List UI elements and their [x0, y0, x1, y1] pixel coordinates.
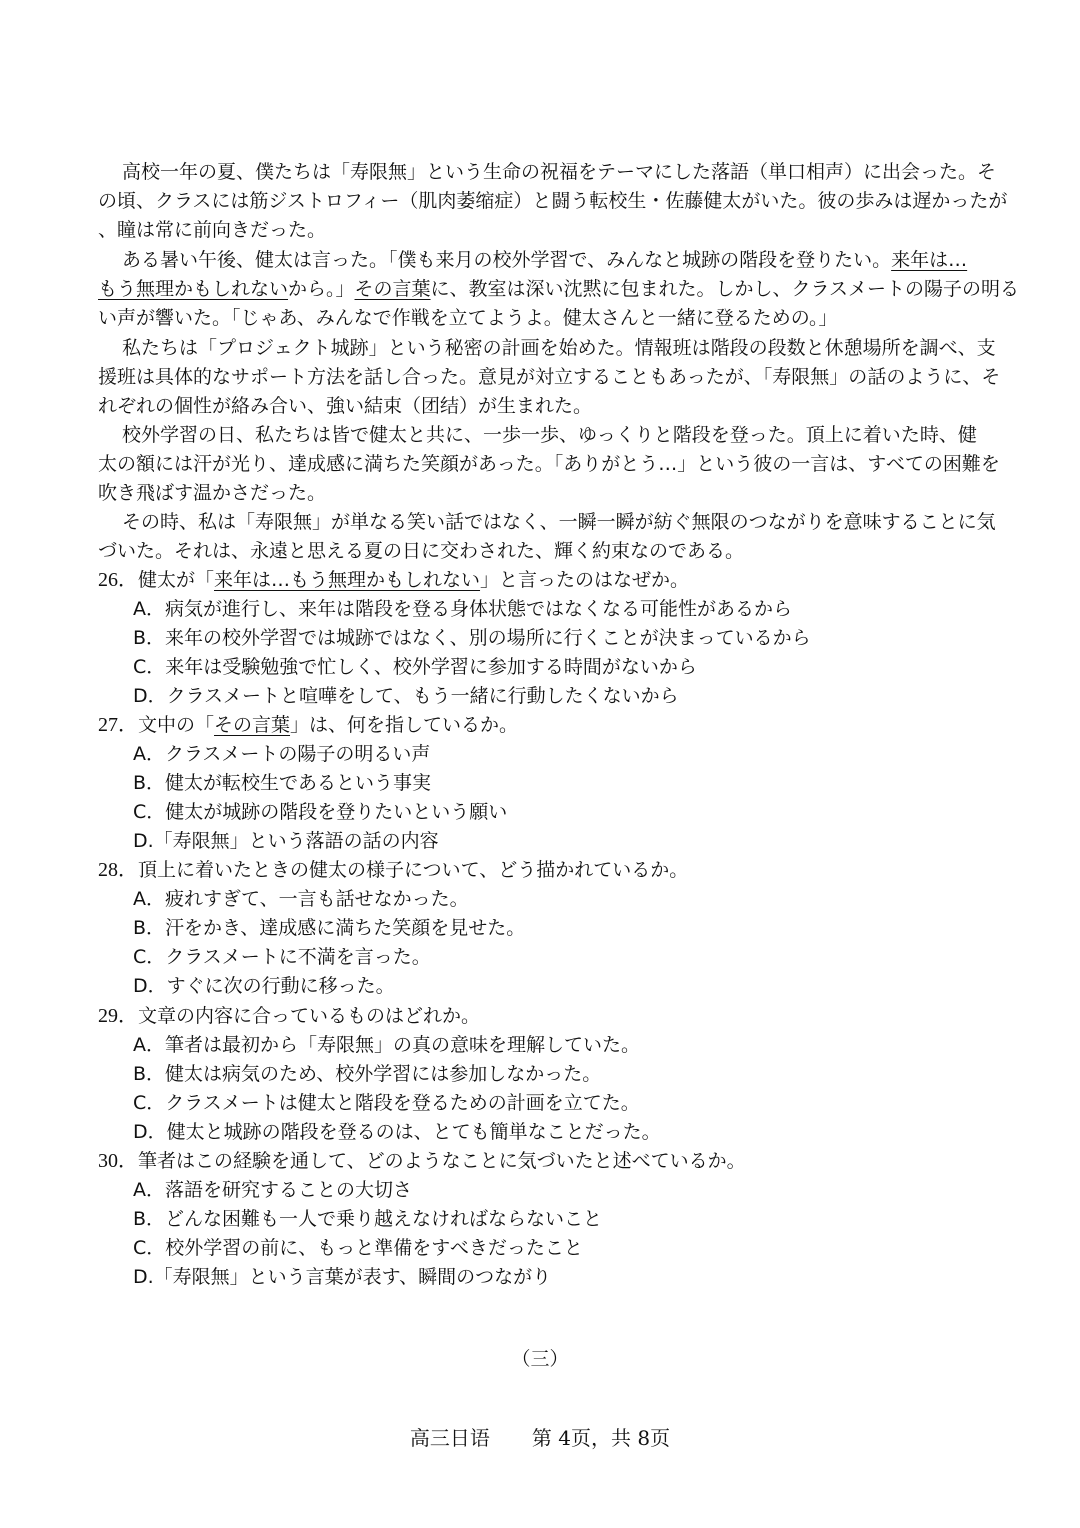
answer-option: D．健太と城跡の階段を登るのは、とても簡単なことだった。: [133, 1121, 661, 1143]
answer-option: C．校外学習の前に、もっと準備をすべきだったこと: [133, 1237, 583, 1259]
answer-option: D．クラスメートと喧嘩をして、もう一緒に行動したくないから: [133, 685, 679, 707]
question-text: 」は、何を指しているか。: [290, 714, 519, 736]
answer-option: B．健太が転校生であるという事実: [133, 772, 432, 794]
answer-option: B．来年の校外学習では城跡ではなく、別の場所に行くことが決まっているから: [133, 627, 811, 649]
question-text: 健太が「: [138, 569, 215, 591]
answer-option: D.「寿限無」という言葉が表す、瞬間のつながり: [133, 1266, 552, 1288]
question-text: 文章の内容に合っているものはどれか。: [138, 1005, 481, 1027]
underlined-phrase: 来年は…もう無理かもしれない: [214, 569, 481, 591]
question-stem: [98, 566, 689, 595]
passage-line: [98, 275, 1019, 304]
answer-option: A．クラスメートの陽子の明るい声: [133, 743, 431, 765]
passage-text: に、教室は深い沈黙に包まれた。しかし、クラスメートの陽子の明る: [430, 278, 1019, 300]
answer-option: A．疲れすぎて、一言も話せなかった。: [133, 888, 469, 910]
answer-option: D.「寿限無」という落語の話の内容: [133, 830, 439, 852]
answer-option: A．落語を研究することの大切さ: [133, 1179, 412, 1201]
passage-line: 吹き飛ばす温かさだった。: [98, 482, 327, 504]
passage-line: 太の額には汗が光り、達成感に満ちた笑顔があった。「ありがとう…」という彼の一言は、すべての困難を: [98, 453, 1000, 475]
underlined-phrase: もう無理かもしれない: [98, 278, 289, 300]
passage-line: 校外学習の日、私たちは皆で健太と共に、一歩一歩、ゆっくりと階段を登った。頂上に着いた時、健: [122, 424, 977, 446]
passage-line: 高校一年の夏、僕たちは「寿限無」という生命の祝福をテーマにした落語（単口相声）に出会った。そ: [122, 161, 997, 183]
question-text: 頂上に着いたときの健太の様子について、どう描かれているか。: [138, 859, 689, 881]
answer-option: B．どんな困難も一人で乗り越えなければならないこと: [133, 1208, 603, 1230]
answer-option: A．筆者は最初から「寿限無」の真の意味を理解していた。: [133, 1034, 640, 1056]
answer-option: C．来年は受験勉強で忙しく、校外学習に参加する時間がないから: [133, 656, 697, 678]
question-number: 27．: [98, 714, 138, 736]
underlined-phrase: その言葉: [214, 714, 291, 736]
answer-option: C．クラスメートに不満を言った。: [133, 946, 431, 968]
question-number: 28．: [98, 859, 138, 881]
answer-option: C．クラスメートは健太と階段を登るための計画を立てた。: [133, 1092, 640, 1114]
question-text: 文中の「: [138, 714, 215, 736]
answer-option: B．健太は病気のため、校外学習には参加しなかった。: [133, 1063, 602, 1085]
question-stem: [98, 711, 518, 740]
passage-line: 私たちは「プロジェクト城跡」という秘密の計画を始めた。情報班は階段の段数と休憩場所を調べ、支: [122, 337, 996, 359]
passage-line: の頃、クラスには筋ジストロフィー（肌肉萎缩症）と闘う転校生・佐藤健太がいた。彼の歩みは遅かったが: [98, 190, 1008, 212]
question-text: 筆者はこの経験を通して、どのようなことに気づいたと述べているか。: [138, 1150, 746, 1172]
question-stem: [98, 1147, 746, 1176]
question-number: 29．: [98, 1005, 138, 1027]
question-number: 26．: [98, 569, 138, 591]
passage-line: [98, 246, 1006, 275]
section-heading: （三）: [511, 1348, 569, 1370]
passage-line: その時、私は「寿限無」が単なる笑い話ではなく、一瞬一瞬が紡ぐ無限のつながりを意味することに気: [122, 511, 996, 533]
answer-option: A．病気が進行し、来年は階段を登る身体状態ではなくなる可能性があるから: [133, 598, 792, 620]
page-footer: [0, 1423, 1080, 1453]
passage-line: 、瞳は常に前向きだった。: [98, 219, 327, 241]
passage-line: 援班は具体的なサポート方法を話し合った。意見が対立することもあったが、「寿限無」の話のように、そ: [98, 366, 1001, 388]
question-text: 」と言ったのはなぜか。: [480, 569, 690, 591]
footer-page-info: 第 4页，共 8页: [531, 1426, 671, 1450]
answer-option: C．健太が城跡の階段を登りたいという願い: [133, 801, 508, 823]
answer-option: B．汗をかき、達成感に満ちた笑顔を見せた。: [133, 917, 526, 939]
passage-line: れぞれの個性が絡み合い、強い結束（团结）が生まれた。: [98, 395, 593, 417]
underlined-phrase: 来年は…: [891, 249, 968, 271]
passage-text: から。」: [288, 278, 355, 300]
question-stem: [98, 856, 688, 885]
question-number: 30．: [98, 1150, 138, 1172]
passage-line: づいた。それは、永遠と思える夏の日に交わされた、輝く約束なのである。: [98, 540, 745, 562]
underlined-phrase: その言葉: [354, 278, 431, 300]
question-stem: [98, 1002, 480, 1031]
answer-option: D．すぐに次の行動に移った。: [133, 975, 395, 997]
passage-text: ある暑い午後、健太は言った。「僕も来月の校外学習で、みんなと城跡の階段を登りたい。: [122, 249, 892, 271]
footer-subject: 高三日语: [409, 1426, 490, 1450]
passage-line: い声が響いた。「じゃあ、みんなで作戦を立てようよ。健太さんと一緒に登るための。」: [98, 307, 838, 329]
